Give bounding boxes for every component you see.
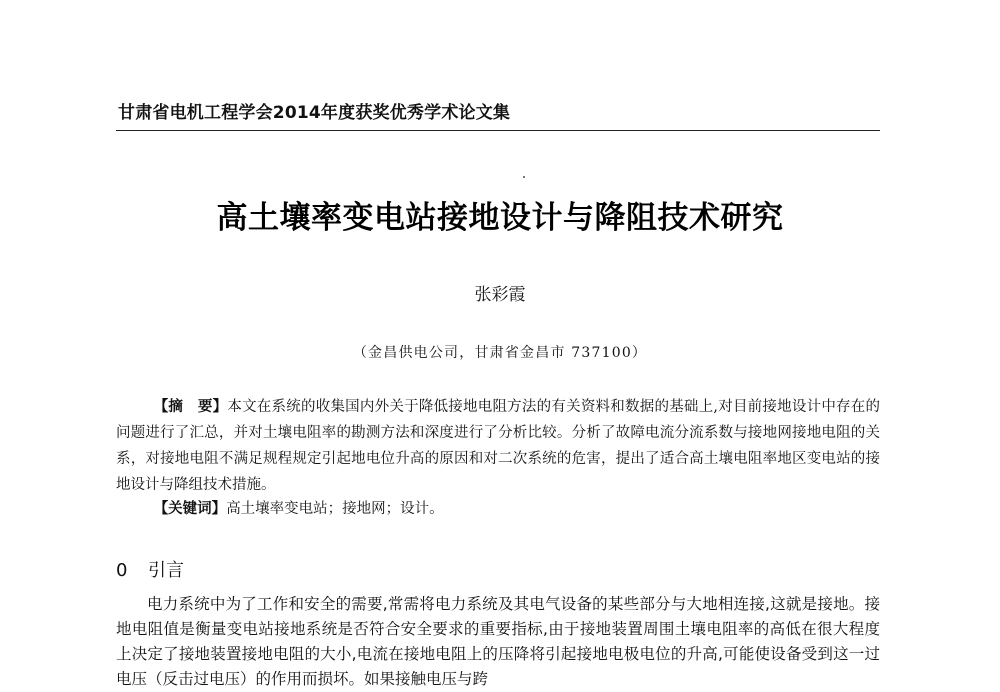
abstract bbox=[116, 394, 880, 498]
running-header: 甘肃省电机工程学会2014年度获奖优秀学术论文集 bbox=[118, 103, 511, 123]
article-author: 张彩霞 bbox=[474, 285, 526, 305]
keywords bbox=[116, 496, 880, 522]
scan-speck bbox=[523, 176, 525, 178]
article-title: 高土壤率变电站接地设计与降阻技术研究 bbox=[216, 200, 784, 236]
section-number: 0 bbox=[116, 560, 128, 581]
author-affiliation: （金昌供电公司，甘肃省金昌市 737100） bbox=[352, 345, 648, 361]
header-rule bbox=[116, 130, 880, 131]
abstract-text: 本文在系统的收集国内外关于降低接地电阻方法的有关资料和数据的基础上,对目前接地设计中存在的问题进行了汇总，并对土壤电阻率的勘测方法和深度进行了分析比较。分析了故障电流分流系数与接地网接地电阻的关系，对接地电阻不满足规程规定引起地电位升高的原因和对二次系统的危害，提出了适合高土壤电阻率地区变电站的接地设计与降组技术措施。 bbox=[116, 399, 881, 493]
keywords-text: 高土壤率变电站；接地网；设计。 bbox=[226, 501, 444, 517]
section-title: 引言 bbox=[148, 560, 184, 581]
intro-paragraph: 电力系统中为了工作和安全的需要,常需将电力系统及其电气设备的某些部分与大地相连接,这就是接地。接地电阻值是衡量变电站接地系统是否符合安全要求的重要指标,由于接地装置周围土壤电阻率的高低在很大程度上决定了接地装置接地电阻的大小,电流在接地电阻上的压降将引起接地电极电位的升高,可能使设备受到这一过电压（反击过电压）的作用而损坏。如果接触电压与跨 bbox=[116, 595, 880, 688]
abstract-label: 【摘 要】 bbox=[153, 399, 228, 415]
section-heading bbox=[116, 556, 184, 582]
keywords-label: 【关键词】 bbox=[153, 501, 227, 517]
